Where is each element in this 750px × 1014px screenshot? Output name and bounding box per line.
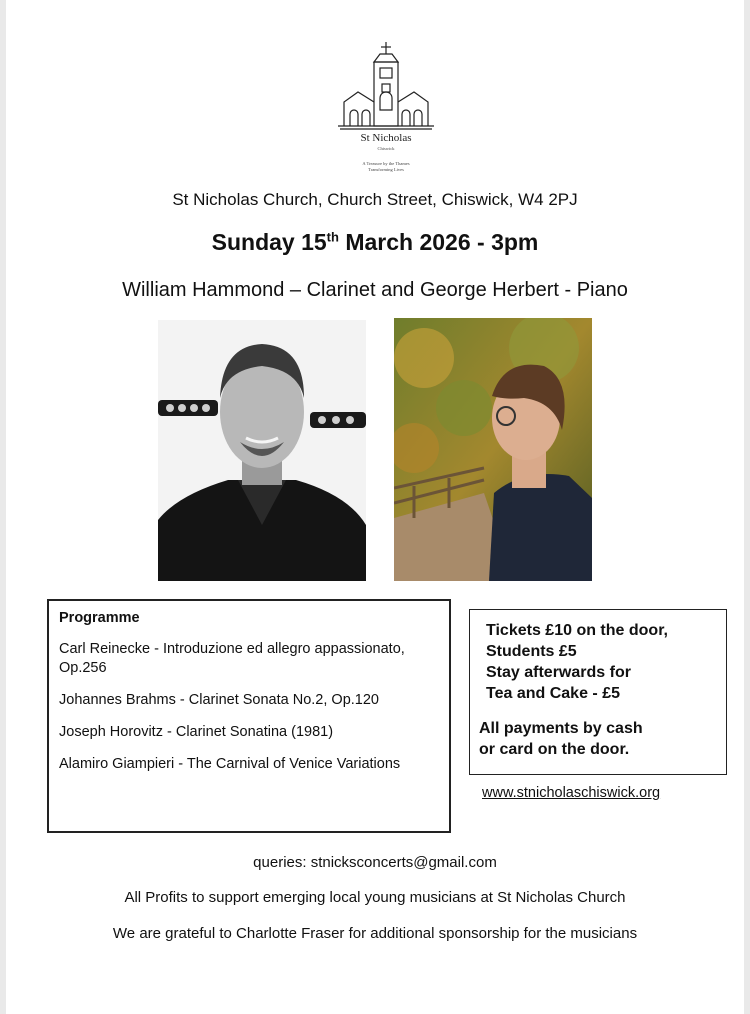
programme-item: Carl Reinecke - Introduzione ed allegro appassionato, Op.256	[59, 641, 405, 676]
tickets-payments: All payments by cash	[479, 720, 643, 737]
performers-line: William Hammond – Clarinet and George Herbert - Piano	[122, 279, 628, 301]
programme-item: Alamiro Giampieri - The Carnival of Venice Variations	[59, 756, 401, 772]
pianist-photo	[394, 318, 592, 581]
date-day: Sunday 15	[211, 229, 327, 255]
tickets-tea: Tea and Cake - £5	[486, 685, 620, 702]
programme-box	[47, 599, 451, 833]
programme-title: Programme	[59, 610, 140, 626]
logo-tagline-2: Transforming Lives	[368, 167, 404, 172]
church-drawing	[336, 40, 436, 132]
date-suffix: th	[326, 229, 339, 245]
date-rest: March 2026 - 3pm	[338, 229, 539, 255]
tickets-students: Students £5	[486, 643, 577, 660]
clarinettist-photo	[158, 320, 366, 581]
sponsor-note: We are grateful to Charlotte Fraser for additional sponsorship for the musicians	[112, 925, 638, 942]
event-date	[6, 229, 744, 256]
tickets-price: Tickets £10 on the door,	[486, 622, 668, 639]
programme-item: Johannes Brahms - Clarinet Sonata No.2, Op.120	[59, 692, 379, 708]
logo-place: Chiswick	[377, 146, 395, 151]
venue-address: St Nicholas Church, Church Street, Chiswick, W4 2PJ	[172, 190, 578, 209]
church-logo	[336, 40, 436, 180]
logo-name: St Nicholas	[360, 132, 412, 144]
tickets-stay: Stay afterwards for	[486, 664, 631, 681]
queries-email: queries: stnicksconcerts@gmail.com	[253, 854, 497, 871]
tickets-card: or card on the door.	[479, 741, 630, 758]
programme-item: Joseph Horovitz - Clarinet Sonatina (1981)	[59, 724, 334, 740]
tickets-box	[469, 609, 727, 775]
poster-sheet	[6, 0, 744, 1014]
website-link[interactable]: www.stnicholaschiswick.org	[482, 785, 661, 801]
profits-note: All Profits to support emerging local young musicians at St Nicholas Church	[124, 889, 626, 906]
logo-tagline-1: A Treasure by the Thames	[362, 161, 410, 166]
